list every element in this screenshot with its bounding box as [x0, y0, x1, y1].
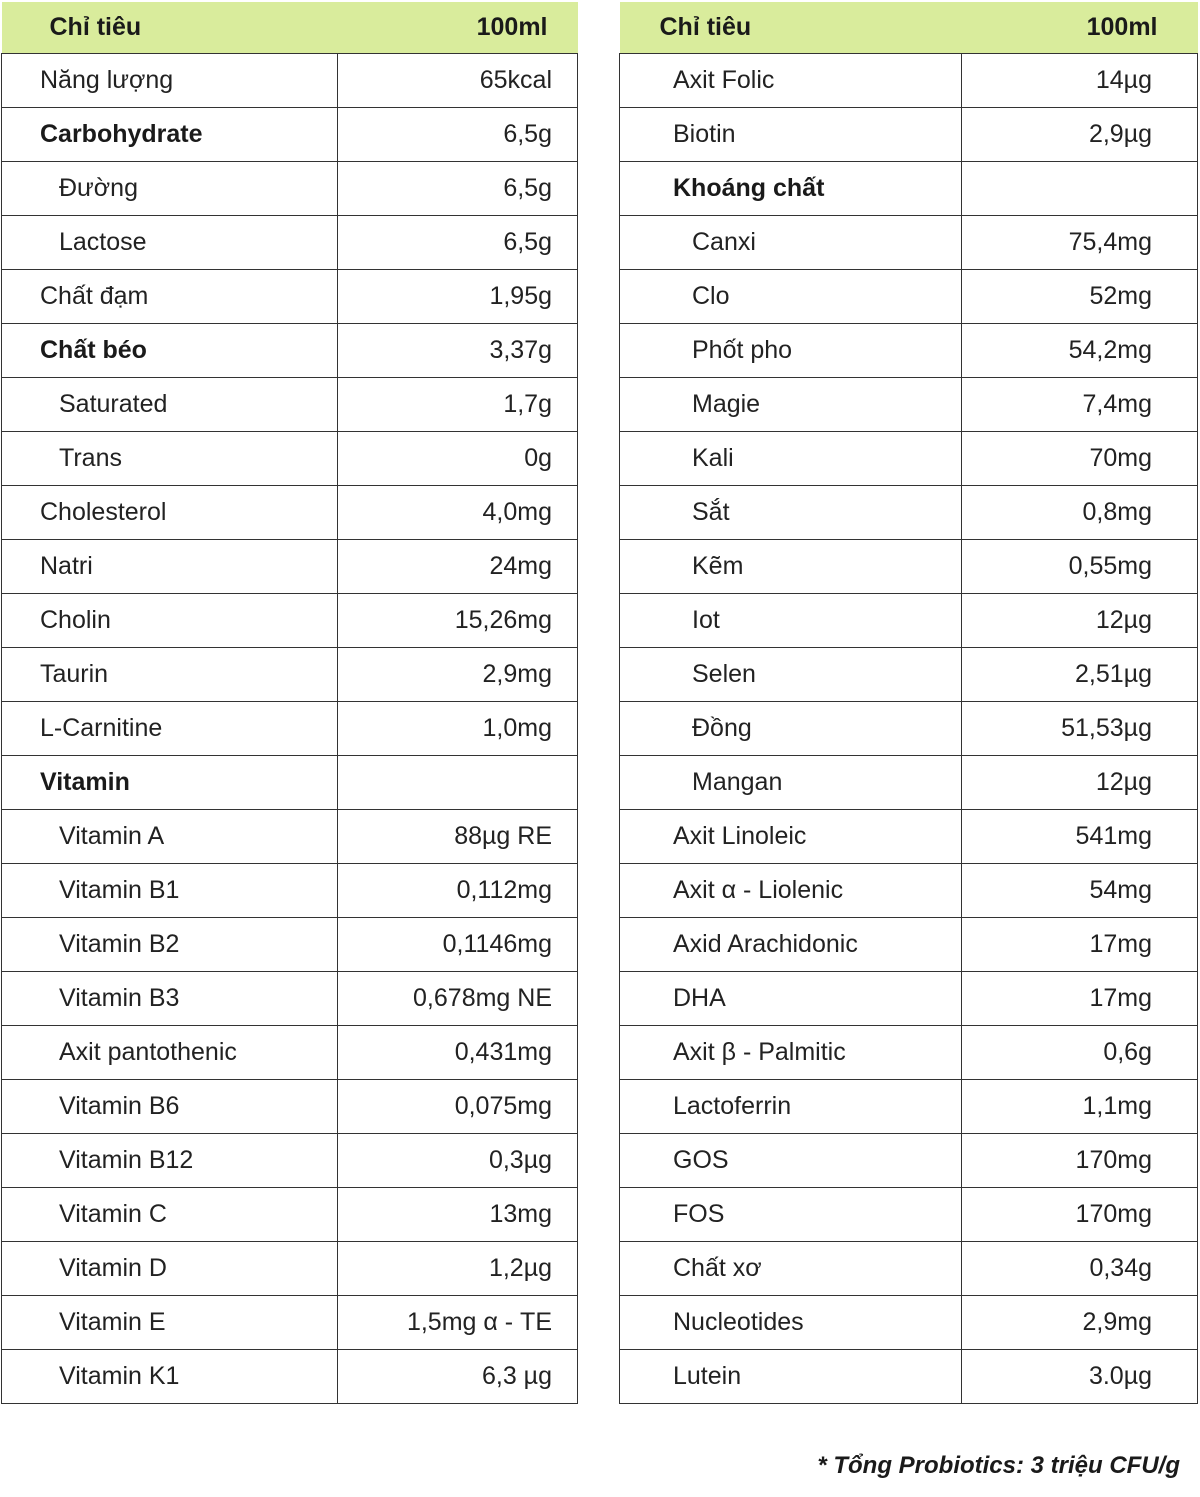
table-row	[620, 864, 1198, 918]
nutrient-name-cell: Trans	[2, 432, 338, 486]
table-row	[620, 324, 1198, 378]
table-row	[620, 216, 1198, 270]
table-row	[2, 324, 578, 378]
nutrient-value-cell: 6,5g	[338, 108, 578, 162]
nutrient-name-cell: L-Carnitine	[2, 702, 338, 756]
table-row	[620, 1188, 1198, 1242]
table-row	[2, 432, 578, 486]
nutrient-value-cell: 70mg	[962, 432, 1198, 486]
table-row	[620, 1080, 1198, 1134]
nutrient-value-cell: 0,1146mg	[338, 918, 578, 972]
nutrient-value-cell: 15,26mg	[338, 594, 578, 648]
nutrient-value-cell: 75,4mg	[962, 216, 1198, 270]
nutrient-name-cell: Biotin	[620, 108, 962, 162]
table-row	[2, 162, 578, 216]
nutrient-value-cell: 12µg	[962, 594, 1198, 648]
table-header-row	[620, 2, 1198, 54]
table-row	[620, 432, 1198, 486]
table-row	[2, 756, 578, 810]
nutrient-value-cell: 17mg	[962, 972, 1198, 1026]
table-row	[2, 972, 578, 1026]
nutrient-value-cell: 1,2µg	[338, 1242, 578, 1296]
table-row	[620, 1134, 1198, 1188]
table-header-row	[2, 2, 578, 54]
nutrient-name-cell: Axit pantothenic	[2, 1026, 338, 1080]
nutrient-name-cell: Vitamin A	[2, 810, 338, 864]
table-row	[620, 540, 1198, 594]
nutrient-value-cell: 0,112mg	[338, 864, 578, 918]
nutrient-value-cell: 1,0mg	[338, 702, 578, 756]
nutrient-value-cell: 24mg	[338, 540, 578, 594]
nutrient-name-cell: Carbohydrate	[2, 108, 338, 162]
nutrient-value-cell: 0,431mg	[338, 1026, 578, 1080]
nutrient-value-cell: 0,678mg NE	[338, 972, 578, 1026]
nutrient-value-cell: 170mg	[962, 1188, 1198, 1242]
nutrient-value-cell: 14µg	[962, 54, 1198, 108]
table-row	[620, 1026, 1198, 1080]
table-row	[620, 1296, 1198, 1350]
nutrient-value-cell	[962, 162, 1198, 216]
table-row	[620, 702, 1198, 756]
nutrient-value-cell: 54,2mg	[962, 324, 1198, 378]
nutrient-name-cell: Năng lượng	[2, 54, 338, 108]
nutrient-name-cell: Vitamin B6	[2, 1080, 338, 1134]
nutrient-name-cell: Chất xơ	[620, 1242, 962, 1296]
nutrient-name-cell: Đường	[2, 162, 338, 216]
nutrient-name-cell: Mangan	[620, 756, 962, 810]
nutrient-value-cell: 1,5mg α - TE	[338, 1296, 578, 1350]
column-header-criteria: Chỉ tiêu	[2, 2, 338, 54]
nutrient-value-cell: 2,51µg	[962, 648, 1198, 702]
table-row	[2, 1188, 578, 1242]
table-row	[2, 1242, 578, 1296]
nutrient-name-cell: Vitamin C	[2, 1188, 338, 1242]
nutrient-value-cell: 541mg	[962, 810, 1198, 864]
nutrient-name-cell: Vitamin B1	[2, 864, 338, 918]
nutrient-name-cell: Axid Arachidonic	[620, 918, 962, 972]
nutrient-name-cell: Magie	[620, 378, 962, 432]
nutrient-value-cell: 6,5g	[338, 162, 578, 216]
nutrient-name-cell: Iot	[620, 594, 962, 648]
nutrient-value-cell: 1,7g	[338, 378, 578, 432]
table-row	[2, 486, 578, 540]
nutrition-table-right	[619, 2, 1198, 1404]
probiotics-footnote: * Tổng Probiotics: 3 triệu CFU/g	[817, 1452, 1180, 1479]
nutrient-value-cell: 0,3µg	[338, 1134, 578, 1188]
table-row	[620, 54, 1198, 108]
table-row	[2, 540, 578, 594]
table-row	[620, 756, 1198, 810]
nutrient-value-cell: 3,37g	[338, 324, 578, 378]
table-row	[620, 594, 1198, 648]
nutrient-name-cell: Lactose	[2, 216, 338, 270]
nutrient-name-cell: Axit Linoleic	[620, 810, 962, 864]
nutrient-name-cell: Đồng	[620, 702, 962, 756]
table-row	[2, 1026, 578, 1080]
nutrient-value-cell: 17mg	[962, 918, 1198, 972]
table-row	[2, 1134, 578, 1188]
table-row	[620, 918, 1198, 972]
nutrient-name-cell: Vitamin D	[2, 1242, 338, 1296]
nutrient-name-cell: FOS	[620, 1188, 962, 1242]
nutrient-name-cell: Cholin	[2, 594, 338, 648]
nutrient-name-cell: Clo	[620, 270, 962, 324]
nutrient-name-cell: Kẽm	[620, 540, 962, 594]
nutrient-value-cell: 1,1mg	[962, 1080, 1198, 1134]
nutrient-value-cell: 0,55mg	[962, 540, 1198, 594]
nutrient-name-cell: Phốt pho	[620, 324, 962, 378]
nutrient-name-cell: Vitamin K1	[2, 1350, 338, 1404]
nutrient-value-cell: 51,53µg	[962, 702, 1198, 756]
nutrient-name-cell: Sắt	[620, 486, 962, 540]
nutrient-value-cell: 2,9mg	[962, 1296, 1198, 1350]
nutrient-name-cell: Axit α - Liolenic	[620, 864, 962, 918]
nutrient-name-cell: Natri	[2, 540, 338, 594]
nutrition-table-left	[1, 2, 578, 1404]
table-row	[620, 972, 1198, 1026]
table-row	[620, 1242, 1198, 1296]
table-row	[2, 216, 578, 270]
nutrient-name-cell: Selen	[620, 648, 962, 702]
nutrient-name-cell: Canxi	[620, 216, 962, 270]
column-header-per-100ml: 100ml	[338, 2, 578, 54]
nutrient-name-cell: Vitamin	[2, 756, 338, 810]
nutrient-name-cell: Taurin	[2, 648, 338, 702]
nutrient-value-cell: 88µg RE	[338, 810, 578, 864]
table-row	[2, 864, 578, 918]
nutrient-value-cell: 170mg	[962, 1134, 1198, 1188]
nutrient-name-cell: Cholesterol	[2, 486, 338, 540]
nutrient-value-cell: 6,3 µg	[338, 1350, 578, 1404]
nutrient-name-cell: Axit β - Palmitic	[620, 1026, 962, 1080]
table-row	[2, 702, 578, 756]
nutrient-name-cell: Axit Folic	[620, 54, 962, 108]
nutrient-value-cell: 0,8mg	[962, 486, 1198, 540]
table-row	[2, 270, 578, 324]
nutrient-value-cell: 0,075mg	[338, 1080, 578, 1134]
nutrient-name-cell: Vitamin B2	[2, 918, 338, 972]
table-row	[2, 378, 578, 432]
table-row	[2, 918, 578, 972]
nutrient-value-cell: 3.0µg	[962, 1350, 1198, 1404]
table-row	[620, 648, 1198, 702]
table-row	[2, 594, 578, 648]
nutrient-name-cell: Vitamin B3	[2, 972, 338, 1026]
nutrient-name-cell: Kali	[620, 432, 962, 486]
nutrient-value-cell	[338, 756, 578, 810]
table-row	[620, 108, 1198, 162]
nutrient-value-cell: 6,5g	[338, 216, 578, 270]
column-header-criteria: Chỉ tiêu	[620, 2, 962, 54]
table-row	[620, 162, 1198, 216]
nutrient-name-cell: GOS	[620, 1134, 962, 1188]
nutrient-value-cell: 2,9mg	[338, 648, 578, 702]
table-row	[620, 1350, 1198, 1404]
nutrient-name-cell: Lutein	[620, 1350, 962, 1404]
table-row	[2, 648, 578, 702]
nutrient-value-cell: 12µg	[962, 756, 1198, 810]
nutrient-value-cell: 0g	[338, 432, 578, 486]
table-row	[2, 54, 578, 108]
nutrient-value-cell: 2,9µg	[962, 108, 1198, 162]
nutrient-name-cell: Chất béo	[2, 324, 338, 378]
nutrient-name-cell: Nucleotides	[620, 1296, 962, 1350]
nutrient-name-cell: Khoáng chất	[620, 162, 962, 216]
nutrient-value-cell: 0,6g	[962, 1026, 1198, 1080]
nutrient-name-cell: Vitamin B12	[2, 1134, 338, 1188]
nutrient-value-cell: 7,4mg	[962, 378, 1198, 432]
table-row	[2, 1080, 578, 1134]
table-row	[620, 810, 1198, 864]
nutrient-name-cell: Chất đạm	[2, 270, 338, 324]
nutrient-value-cell: 54mg	[962, 864, 1198, 918]
nutrient-value-cell: 4,0mg	[338, 486, 578, 540]
nutrient-name-cell: Saturated	[2, 378, 338, 432]
nutrient-value-cell: 0,34g	[962, 1242, 1198, 1296]
nutrient-value-cell: 65kcal	[338, 54, 578, 108]
nutrient-name-cell: Vitamin E	[2, 1296, 338, 1350]
table-row	[2, 1296, 578, 1350]
table-row	[2, 108, 578, 162]
nutrient-value-cell: 52mg	[962, 270, 1198, 324]
nutrient-value-cell: 13mg	[338, 1188, 578, 1242]
nutrient-value-cell: 1,95g	[338, 270, 578, 324]
table-row	[2, 810, 578, 864]
column-header-per-100ml: 100ml	[962, 2, 1198, 54]
table-row	[2, 1350, 578, 1404]
table-row	[620, 486, 1198, 540]
nutrient-name-cell: DHA	[620, 972, 962, 1026]
table-row	[620, 270, 1198, 324]
table-row	[620, 378, 1198, 432]
nutrient-name-cell: Lactoferrin	[620, 1080, 962, 1134]
